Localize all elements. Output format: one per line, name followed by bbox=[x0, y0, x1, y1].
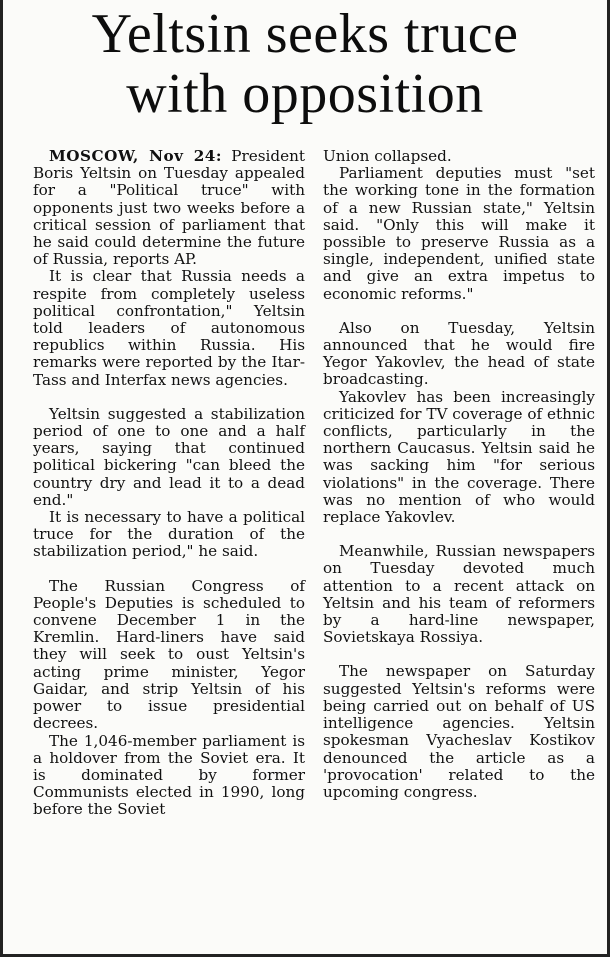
paragraph: The 1,046-member parliament is a holdover from the Soviet era. It is dominated by former Communists elected in 1990, long before the Soviet bbox=[33, 731, 305, 819]
dateline: MOSCOW, Nov 24: bbox=[49, 147, 222, 165]
paragraph: The newspaper on Saturday suggested Yeltsin's reforms were being carried out on behalf of US intelligence agencies. Yeltsin spokesman Vyacheslav Kostikov denounced the article as a 'provocation' related to the upcoming congress. bbox=[323, 662, 595, 801]
article-body bbox=[33, 148, 595, 946]
column-left bbox=[33, 148, 305, 946]
headline-line-2: with opposition bbox=[126, 63, 484, 125]
paragraph: It is clear that Russia needs a respite from completely useless political confrontation," Yeltsin told leaders of autonomous republics within Russia. His remarks were reported by the Itar-Tass and Interfax news agencies. bbox=[33, 267, 305, 389]
paragraph: The Russian Congress of People's Deputies is scheduled to convene December 1 in the Kremlin. Hard-liners have said they will seek to oust Yeltsin's acting prime minister, Yegor Gaidar, and strip Yeltsin of his power to issue presidential decrees. bbox=[33, 576, 305, 733]
headline-line-1: Yeltsin seeks truce bbox=[91, 3, 519, 65]
paragraph: MOSCOW, Nov 24: President Boris Yeltsin on Tuesday appealed for a "Political truce" with opponents just two weeks before a critical session of parliament that he said could determine the future of Russia, reports AP. bbox=[33, 147, 305, 269]
headline bbox=[3, 0, 607, 124]
paragraph: Yeltsin suggested a stabilization period of one to one and a half years, saying that continued political bickering "can bleed the country dry and lead it to a dead end." bbox=[33, 404, 305, 509]
paragraph: Parliament deputies must "set the working tone in the formation of a new Russian state," Yeltsin said. "Only this will make it possible to preserve Russia as a single, independent, unified state and give an extra impetus to economic reforms." bbox=[323, 164, 595, 303]
paragraph: Meanwhile, Russian newspapers on Tuesday devoted much attention to a recent attack on Yeltsin and his team of reformers by a hard-line newspaper, Sovietskaya Rossiya. bbox=[323, 542, 595, 647]
paragraph: Yakovlev has been increasingly criticized for TV coverage of ethnic conflicts, particularly in the northern Caucasus. Yeltsin said he was sacking him "for serious violations" in the coverage. There was no mention of who would replace Yakovlev. bbox=[323, 387, 595, 527]
paragraph: Also on Tuesday, Yeltsin announced that he would fire Yegor Yakovlev, the head of state broadcasting. bbox=[323, 318, 595, 389]
paragraph: It is necessary to have a political truce for the duration of the stabilization period," he said. bbox=[33, 508, 305, 561]
paragraph: Union collapsed. bbox=[323, 147, 452, 165]
column-right bbox=[323, 148, 595, 946]
